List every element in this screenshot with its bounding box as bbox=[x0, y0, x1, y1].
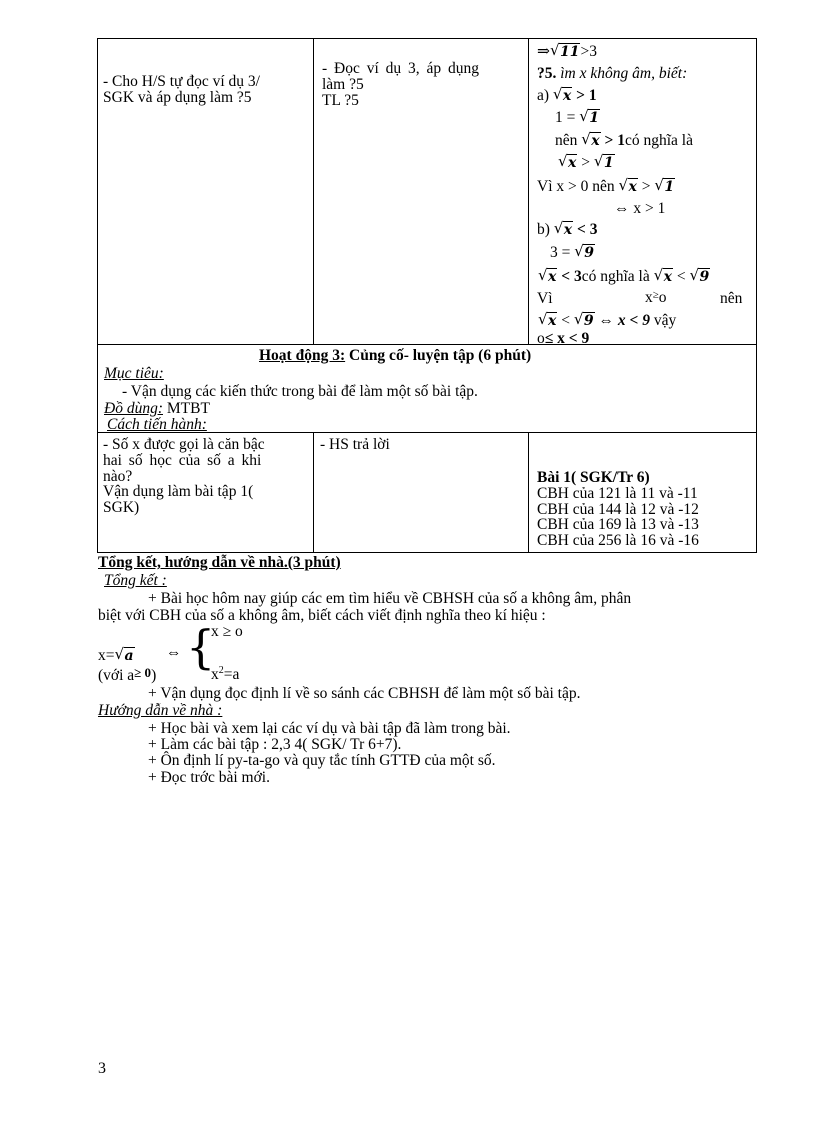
objective-text: - Vận dụng các kiến thức trong bài để làm một số bài tập. bbox=[122, 383, 478, 400]
math-line-b6: o≤ x < 9 bbox=[537, 330, 590, 347]
exercise-5-heading: ?5. ìm x không âm, biết: bbox=[537, 65, 688, 82]
homework-1: + Học bài và xem lại các ví dụ và bài tập đã làm trong bài. bbox=[148, 720, 511, 737]
student-activity-cell: - Đọc ví dụ 3, áp dụng làm ?5 TL ?5 bbox=[322, 60, 480, 109]
summary-para-3: + Vận dụng đọc định lí về so sánh các CBHSH để làm một số bài tập. bbox=[148, 685, 581, 702]
question-cell: - Số x được gọi là căn bậc hai số học của số a khi nào? Vận dụng làm bài tập 1( SGK) bbox=[103, 436, 265, 517]
math-line-b4: Vì bbox=[537, 290, 553, 307]
math-line-a5: Vì x > 0 nên √ x > √ 1 bbox=[537, 176, 675, 195]
homework-3: + Ôn định lí py-ta-go và quy tắc tính GTTĐ của một số. bbox=[148, 752, 496, 769]
homework-2: + Làm các bài tập : 2,3 4( SGK/ Tr 6+7). bbox=[148, 736, 402, 753]
tongket-label: Tổng kết : bbox=[104, 572, 167, 589]
huongdan-label: Hướng dẫn về nhà : bbox=[98, 702, 223, 719]
objective-label: Mục tiêu: bbox=[104, 365, 164, 382]
teacher-activity-cell: - Cho H/S tự đọc ví dụ 3/ SGK và áp dụng làm ?5 bbox=[103, 73, 260, 106]
math-line-a3: nên √ x > 1có nghĩa là bbox=[555, 130, 693, 149]
math-line-b5: √ x < √ 9 ⇔ x < 9 vậy bbox=[538, 310, 677, 329]
summary-para-1: + Bài học hôm nay giúp các em tìm hiểu về CBHSH của số a không âm, phân bbox=[148, 590, 632, 607]
math-line-b2: 3 = √ 9 bbox=[550, 242, 594, 261]
student-answer-cell: - HS trả lời bbox=[320, 436, 390, 453]
math-line-a6: ⇔ x > 1 bbox=[614, 200, 666, 217]
summary-para-2: biệt với CBH của số a không âm, biết cách viết định nghĩa theo kí hiệu : bbox=[98, 607, 546, 624]
math-line-a2: 1 = √ 1 bbox=[555, 107, 599, 126]
math-line-b: b) √ x < 3 bbox=[537, 219, 598, 238]
math-line-b3: √ x < 3có nghĩa là √ x < √ 9 bbox=[538, 266, 710, 285]
math-line-b4-x: x≥o bbox=[645, 289, 667, 306]
math-line-b4-nen: nên bbox=[720, 290, 743, 307]
activity3-title: Hoạt động 3: Củng cố- luyện tập (6 phút) bbox=[259, 347, 532, 364]
exercise-1-cell: Bài 1( SGK/Tr 6) CBH của 121 là 11 và -11 CBH của 144 là 12 và -12 CBH của 169 là 13 và -13 CBH của 256 là 16 và -16 bbox=[537, 469, 699, 550]
math-line-a: a) √ x > 1 bbox=[537, 85, 597, 104]
page-number: 3 bbox=[98, 1060, 106, 1077]
summary-heading: Tổng kết, hướng dẫn về nhà.(3 phút) bbox=[98, 554, 341, 571]
homework-4: + Đọc trớc bài mới. bbox=[148, 769, 270, 786]
tools-line: Đồ dùng: MTBT bbox=[104, 400, 210, 417]
brace-icon: { bbox=[186, 620, 216, 674]
procedure-label: Cách tiến hành: bbox=[107, 416, 207, 433]
math-line-a4: √ x > √ 1 bbox=[558, 152, 614, 171]
math-line-1: ⇒ √ 11>3 bbox=[537, 41, 597, 60]
